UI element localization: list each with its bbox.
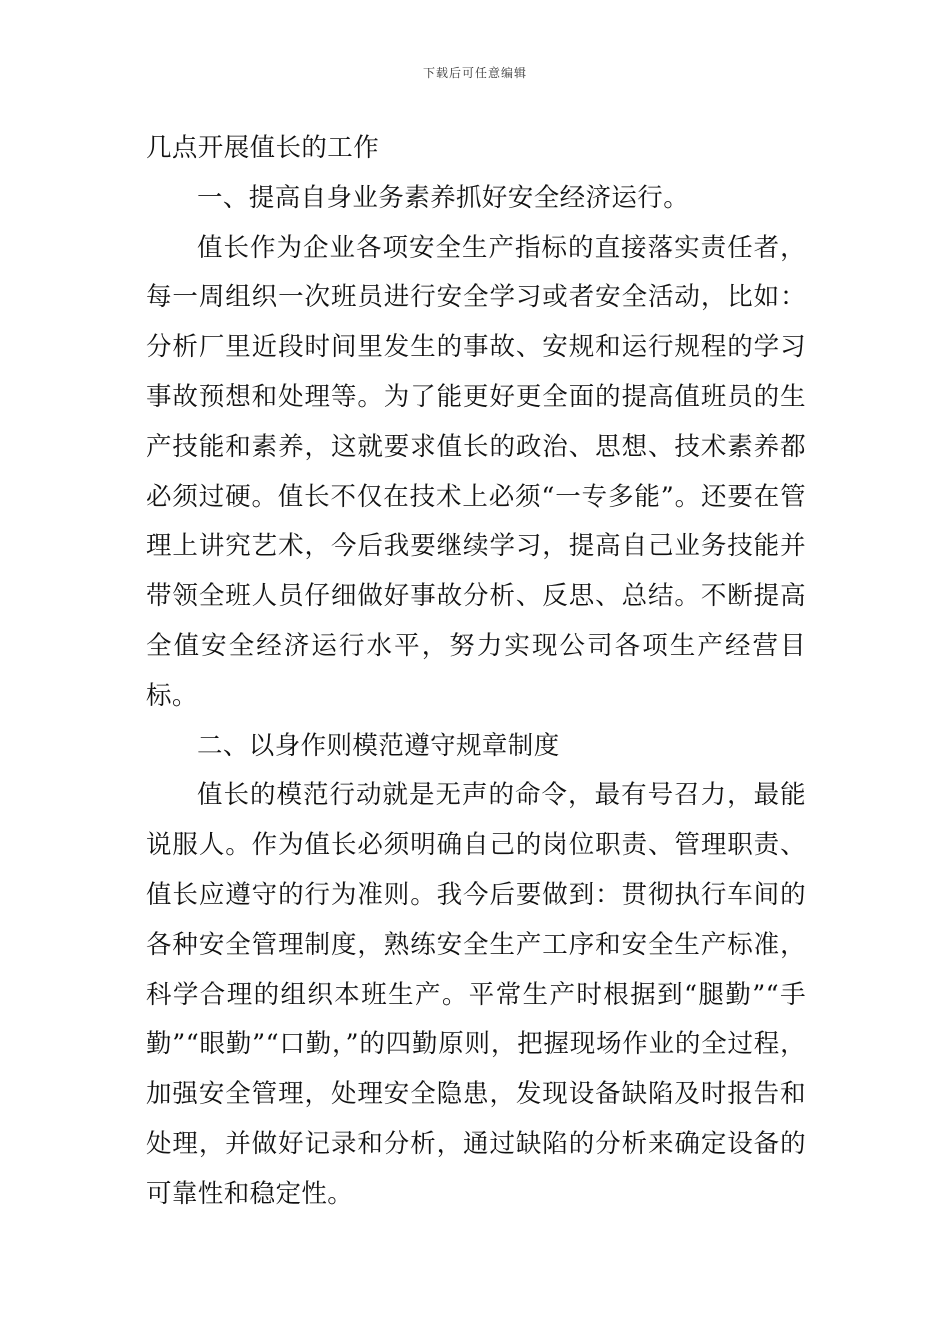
paragraph-section-2: 值长的模范行动就是无声的命令，最有号召力，最能说服人。作为值长必须明确自己的岗位职责、管理职责、值长应遵守的行为准则。我今后要做到：贯彻执行车间的各种安全管理制度，熟练安全生产工序和安全生产标准，科学合理的组织本班生产。平常生产时根据到“腿勤”“手勤”“眼勤”“口勤，”的四勤原则，把握现场作业的全过程，加强安全管理，处理安全隐患，发现设备缺陷及时报告和处理，并做好记录和分析，通过缺陷的分析来确定设备的可靠性和稳定性。 xyxy=(146,780,806,1209)
paragraph-intro: 几点开展值长的工作 xyxy=(146,133,380,163)
paragraph-section-1: 值长作为企业各项安全生产指标的直接落实责任者，每一周组织一次班员进行安全学习或者安全活动，比如：分析厂里近段时间里发生的事故、安规和运行规程的学习事故预想和处理等。为了能更好更全面的提高值班员的生产技能和素养，这就要求值长的政治、思想、技术素养都必须过硬。值长不仅在技术上必须“一专多能”。还要在管理上讲究艺术，今后我要继续学习，提高自己业务技能并带领全班人员仔细做好事故分析、反思、总结。不断提高全值安全经济运行水平，努力实现公司各项生产经营目标。 xyxy=(146,232,806,711)
document-body xyxy=(146,124,806,1220)
section-heading-2: 二、以身作则模范遵守规章制度 xyxy=(197,730,560,761)
section-heading-1: 一、提高自身业务素养抓好安全经济运行。 xyxy=(197,182,690,213)
header-note: 下载后可任意编辑 xyxy=(422,66,527,80)
